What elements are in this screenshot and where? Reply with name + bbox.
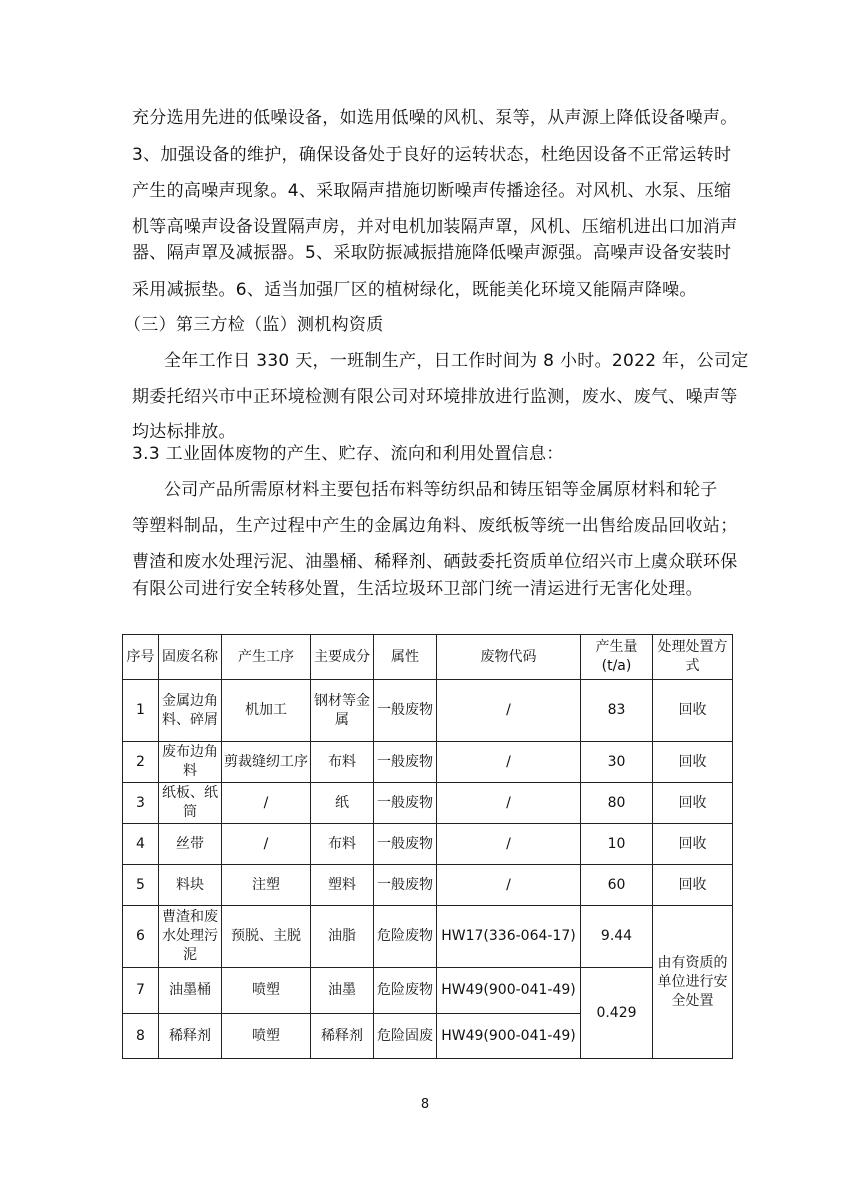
paragraph-line: 器、隔声罩及减振器。5、采取防振减振措施降低噪声源强。高噪声设备安装时 xyxy=(132,243,732,263)
table-header-row xyxy=(123,635,733,680)
cell-disposal: 回收 xyxy=(653,742,733,783)
cell-attribute: 危险废物 xyxy=(374,906,437,968)
cell-component: 布料 xyxy=(311,742,374,783)
cell-attribute: 一般废物 xyxy=(374,680,437,742)
paragraph-line: 全年工作日 330 天，一班制生产，日工作时间为 8 小时。2022 年，公司定 xyxy=(164,351,749,371)
cell-waste-name: 丝带 xyxy=(159,824,222,865)
header-component: 主要成分 xyxy=(311,635,374,680)
solid-waste-table xyxy=(122,634,733,1059)
header-waste-name: 固废名称 xyxy=(159,635,222,680)
header-disposal: 处理处置方式 xyxy=(653,635,733,680)
cell-waste-code: / xyxy=(437,783,581,824)
cell-disposal: 回收 xyxy=(653,680,733,742)
paragraph-line: 3、加强设备的维护，确保设备处于良好的运转状态，杜绝因设备不正常运转时 xyxy=(132,145,732,165)
cell-amount: 10 xyxy=(581,824,653,865)
cell-waste-name: 稀释剂 xyxy=(159,1014,222,1059)
paragraph-line: 采用减振垫。6、适当加强厂区的植树绿化，既能美化环境又能隔声降噪。 xyxy=(132,280,697,300)
cell-amount: 83 xyxy=(581,680,653,742)
header-amount: 产生量(t/a) xyxy=(581,635,653,680)
header-waste-code: 废物代码 xyxy=(437,635,581,680)
cell-waste-name: 金属边角料、碎屑 xyxy=(159,680,222,742)
cell-index: 7 xyxy=(123,968,159,1014)
subheading: （三）第三方检（监）测机构资质 xyxy=(124,315,384,335)
cell-waste-code: HW17(336-064-17) xyxy=(437,906,581,968)
cell-index: 8 xyxy=(123,1014,159,1059)
cell-waste-name: 油墨桶 xyxy=(159,968,222,1014)
cell-process: 喷塑 xyxy=(222,968,311,1014)
cell-index: 6 xyxy=(123,906,159,968)
header-attribute: 属性 xyxy=(374,635,437,680)
cell-index: 4 xyxy=(123,824,159,865)
cell-attribute: 危险废物 xyxy=(374,968,437,1014)
cell-index: 1 xyxy=(123,680,159,742)
cell-waste-code: / xyxy=(437,680,581,742)
cell-attribute: 危险固废 xyxy=(374,1014,437,1059)
header-process: 产生工序 xyxy=(222,635,311,680)
cell-waste-name: 纸板、纸筒 xyxy=(159,783,222,824)
cell-component: 塑料 xyxy=(311,865,374,906)
cell-component: 布料 xyxy=(311,824,374,865)
cell-index: 5 xyxy=(123,865,159,906)
cell-waste-code: / xyxy=(437,824,581,865)
cell-component: 钢材等金属 xyxy=(311,680,374,742)
cell-process: 注塑 xyxy=(222,865,311,906)
cell-amount-merged: 0.429 xyxy=(581,968,653,1059)
cell-amount: 30 xyxy=(581,742,653,783)
paragraph-line: 均达标排放。 xyxy=(132,422,236,442)
cell-amount: 60 xyxy=(581,865,653,906)
header-index: 序号 xyxy=(123,635,159,680)
cell-component: 纸 xyxy=(311,783,374,824)
table-row xyxy=(123,680,733,742)
paragraph-line: 机等高噪声设备设置隔声房，并对电机加装隔声罩，风机、压缩机进出口加消声 xyxy=(132,217,738,237)
cell-waste-code: / xyxy=(437,742,581,783)
cell-process: 喷塑 xyxy=(222,1014,311,1059)
table-row xyxy=(123,783,733,824)
cell-component: 油脂 xyxy=(311,906,374,968)
cell-process: 剪裁缝纫工序 xyxy=(222,742,311,783)
cell-attribute: 一般废物 xyxy=(374,865,437,906)
cell-index: 3 xyxy=(123,783,159,824)
cell-disposal-merged: 由有资质的单位进行安全处置 xyxy=(653,906,733,1059)
cell-waste-name: 料块 xyxy=(159,865,222,906)
table-row xyxy=(123,968,733,1014)
paragraph-line: 充分选用先进的低噪设备，如选用低噪的风机、泵等，从声源上降低设备噪声。 xyxy=(132,108,738,128)
cell-component: 稀释剂 xyxy=(311,1014,374,1059)
cell-process: / xyxy=(222,783,311,824)
paragraph-line: 期委托绍兴市中正环境检测有限公司对环境排放进行监测，废水、废气、噪声等 xyxy=(132,387,738,407)
cell-process: 机加工 xyxy=(222,680,311,742)
cell-index: 2 xyxy=(123,742,159,783)
table-row xyxy=(123,742,733,783)
cell-attribute: 一般废物 xyxy=(374,742,437,783)
cell-component: 油墨 xyxy=(311,968,374,1014)
cell-amount: 80 xyxy=(581,783,653,824)
cell-attribute: 一般废物 xyxy=(374,824,437,865)
page-number: 8 xyxy=(420,1097,430,1112)
paragraph-line: 公司产品所需原材料主要包括布料等纺织品和铸压铝等金属原材料和轮子 xyxy=(164,480,718,500)
cell-waste-name: 曹渣和废水处理污泥 xyxy=(159,906,222,968)
cell-waste-code: HW49(900-041-49) xyxy=(437,1014,581,1059)
paragraph-line: 有限公司进行安全转移处置，生活垃圾环卫部门统一清运进行无害化处理。 xyxy=(132,579,703,599)
cell-disposal: 回收 xyxy=(653,783,733,824)
cell-waste-name: 废布边角料 xyxy=(159,742,222,783)
table-row xyxy=(123,906,733,968)
paragraph-line: 曹渣和废水处理污泥、油墨桶、稀释剂、硒鼓委托资质单位绍兴市上虞众联环保 xyxy=(132,552,738,572)
cell-attribute: 一般废物 xyxy=(374,783,437,824)
cell-waste-code: / xyxy=(437,865,581,906)
cell-waste-code: HW49(900-041-49) xyxy=(437,968,581,1014)
table-row xyxy=(123,865,733,906)
cell-disposal: 回收 xyxy=(653,865,733,906)
cell-process: / xyxy=(222,824,311,865)
cell-amount: 9.44 xyxy=(581,906,653,968)
section-heading: 3.3 工业固体废物的产生、贮存、流向和利用处置信息： xyxy=(132,444,564,464)
paragraph-line: 等塑料制品，生产过程中产生的金属边角料、废纸板等统一出售给废品回收站； xyxy=(132,516,738,536)
cell-disposal: 回收 xyxy=(653,824,733,865)
paragraph-line: 产生的高噪声现象。4、采取隔声措施切断噪声传播途径。对风机、水泵、压缩 xyxy=(132,181,732,201)
table-row xyxy=(123,824,733,865)
cell-process: 预脱、主脱 xyxy=(222,906,311,968)
